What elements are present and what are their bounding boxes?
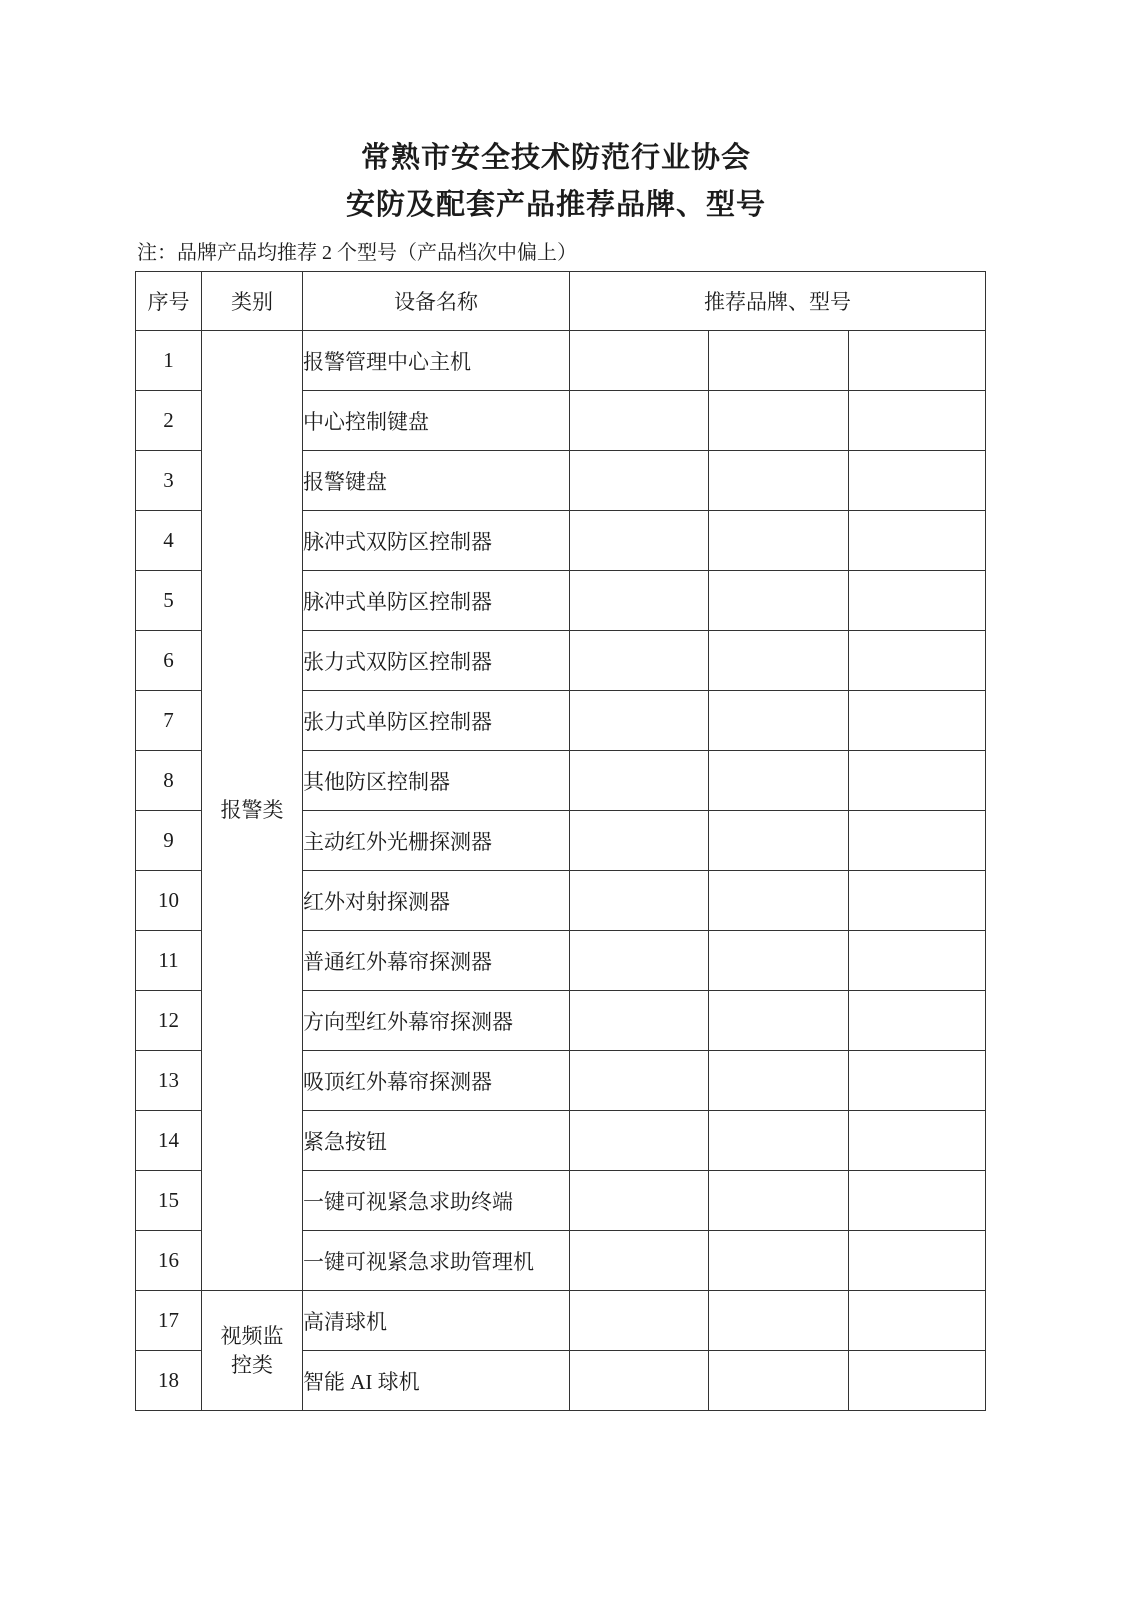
- row-number: 17: [136, 1291, 202, 1351]
- brand-model-cell-1: [570, 571, 709, 631]
- brand-model-cell-1: [570, 1231, 709, 1291]
- brand-model-cell-2: [709, 511, 849, 571]
- brand-model-cell-1: [570, 1291, 709, 1351]
- device-name: 紧急按钮: [303, 1111, 570, 1171]
- table-header-row: [136, 272, 986, 331]
- brand-model-cell-2: [709, 871, 849, 931]
- brand-model-cell-3: [849, 931, 986, 991]
- brand-model-cell-1: [570, 811, 709, 871]
- brand-model-cell-2: [709, 571, 849, 631]
- brand-model-cell-3: [849, 871, 986, 931]
- brand-model-cell-1: [570, 391, 709, 451]
- header-index: 序号: [136, 272, 202, 331]
- device-name: 张力式双防区控制器: [303, 631, 570, 691]
- brand-model-cell-2: [709, 691, 849, 751]
- device-name: 智能 AI 球机: [303, 1351, 570, 1411]
- brand-model-cell-3: [849, 451, 986, 511]
- brand-model-cell-3: [849, 1171, 986, 1231]
- category-cell-alarm: [202, 331, 303, 1291]
- category-cell-video: [202, 1291, 303, 1411]
- document-note: 注：品牌产品均推荐 2 个型号（产品档次中偏上）: [137, 242, 577, 264]
- header-device: 设备名称: [303, 272, 570, 331]
- row-number: 13: [136, 1051, 202, 1111]
- device-name: 报警管理中心主机: [303, 331, 570, 391]
- row-number: 7: [136, 691, 202, 751]
- row-number: 5: [136, 571, 202, 631]
- brand-model-cell-3: [849, 1051, 986, 1111]
- device-name: 脉冲式单防区控制器: [303, 571, 570, 631]
- device-name: 其他防区控制器: [303, 751, 570, 811]
- row-number: 4: [136, 511, 202, 571]
- device-name: 红外对射探测器: [303, 871, 570, 931]
- document-title: 常熟市安全技术防范行业协会: [360, 142, 751, 174]
- row-number: 16: [136, 1231, 202, 1291]
- row-number: 8: [136, 751, 202, 811]
- device-name: 主动红外光栅探测器: [303, 811, 570, 871]
- row-number: 10: [136, 871, 202, 931]
- brand-model-cell-1: [570, 1111, 709, 1171]
- device-name: 脉冲式双防区控制器: [303, 511, 570, 571]
- brand-model-cell-3: [849, 811, 986, 871]
- brand-model-cell-1: [570, 991, 709, 1051]
- row-number: 11: [136, 931, 202, 991]
- row-number: 9: [136, 811, 202, 871]
- product-table: [135, 271, 986, 1411]
- brand-model-cell-3: [849, 1351, 986, 1411]
- brand-model-cell-1: [570, 1351, 709, 1411]
- brand-model-cell-1: [570, 631, 709, 691]
- device-name: 一键可视紧急求助管理机: [303, 1231, 570, 1291]
- brand-model-cell-3: [849, 631, 986, 691]
- brand-model-cell-1: [570, 451, 709, 511]
- brand-model-cell-3: [849, 991, 986, 1051]
- table-row: [136, 1291, 986, 1351]
- device-name: 方向型红外幕帘探测器: [303, 991, 570, 1051]
- brand-model-cell-2: [709, 391, 849, 451]
- device-name: 张力式单防区控制器: [303, 691, 570, 751]
- brand-model-cell-1: [570, 691, 709, 751]
- row-number: 18: [136, 1351, 202, 1411]
- brand-model-cell-2: [709, 1171, 849, 1231]
- category-label: 视频监控类: [220, 1323, 284, 1377]
- brand-model-cell-1: [570, 751, 709, 811]
- brand-model-cell-2: [709, 811, 849, 871]
- device-name: 普通红外幕帘探测器: [303, 931, 570, 991]
- device-name: 中心控制键盘: [303, 391, 570, 451]
- device-name: 一键可视紧急求助终端: [303, 1171, 570, 1231]
- row-number: 12: [136, 991, 202, 1051]
- brand-model-cell-1: [570, 1171, 709, 1231]
- brand-model-cell-2: [709, 1051, 849, 1111]
- brand-model-cell-2: [709, 631, 849, 691]
- row-number: 1: [136, 331, 202, 391]
- brand-model-cell-3: [849, 391, 986, 451]
- brand-model-cell-1: [570, 511, 709, 571]
- header-brand-model: 推荐品牌、型号: [570, 272, 986, 331]
- device-name: 报警键盘: [303, 451, 570, 511]
- brand-model-cell-3: [849, 751, 986, 811]
- row-number: 14: [136, 1111, 202, 1171]
- device-name: 吸顶红外幕帘探测器: [303, 1051, 570, 1111]
- document-subtitle: 安防及配套产品推荐品牌、型号: [345, 189, 766, 221]
- brand-model-cell-2: [709, 451, 849, 511]
- header-category: 类别: [202, 272, 303, 331]
- device-name: 高清球机: [303, 1291, 570, 1351]
- brand-model-cell-2: [709, 991, 849, 1051]
- brand-model-cell-2: [709, 931, 849, 991]
- brand-model-cell-3: [849, 1231, 986, 1291]
- brand-model-cell-2: [709, 1351, 849, 1411]
- brand-model-cell-2: [709, 1111, 849, 1171]
- category-label: 报警类: [220, 798, 284, 822]
- row-number: 6: [136, 631, 202, 691]
- brand-model-cell-2: [709, 331, 849, 391]
- brand-model-cell-2: [709, 751, 849, 811]
- brand-model-cell-1: [570, 871, 709, 931]
- brand-model-cell-1: [570, 931, 709, 991]
- brand-model-cell-3: [849, 511, 986, 571]
- brand-model-cell-3: [849, 1291, 986, 1351]
- row-number: 2: [136, 391, 202, 451]
- row-number: 3: [136, 451, 202, 511]
- brand-model-cell-2: [709, 1291, 849, 1351]
- row-number: 15: [136, 1171, 202, 1231]
- brand-model-cell-3: [849, 571, 986, 631]
- brand-model-cell-1: [570, 331, 709, 391]
- brand-model-cell-3: [849, 691, 986, 751]
- brand-model-cell-2: [709, 1231, 849, 1291]
- table-row: [136, 331, 986, 391]
- brand-model-cell-3: [849, 1111, 986, 1171]
- brand-model-cell-3: [849, 331, 986, 391]
- brand-model-cell-1: [570, 1051, 709, 1111]
